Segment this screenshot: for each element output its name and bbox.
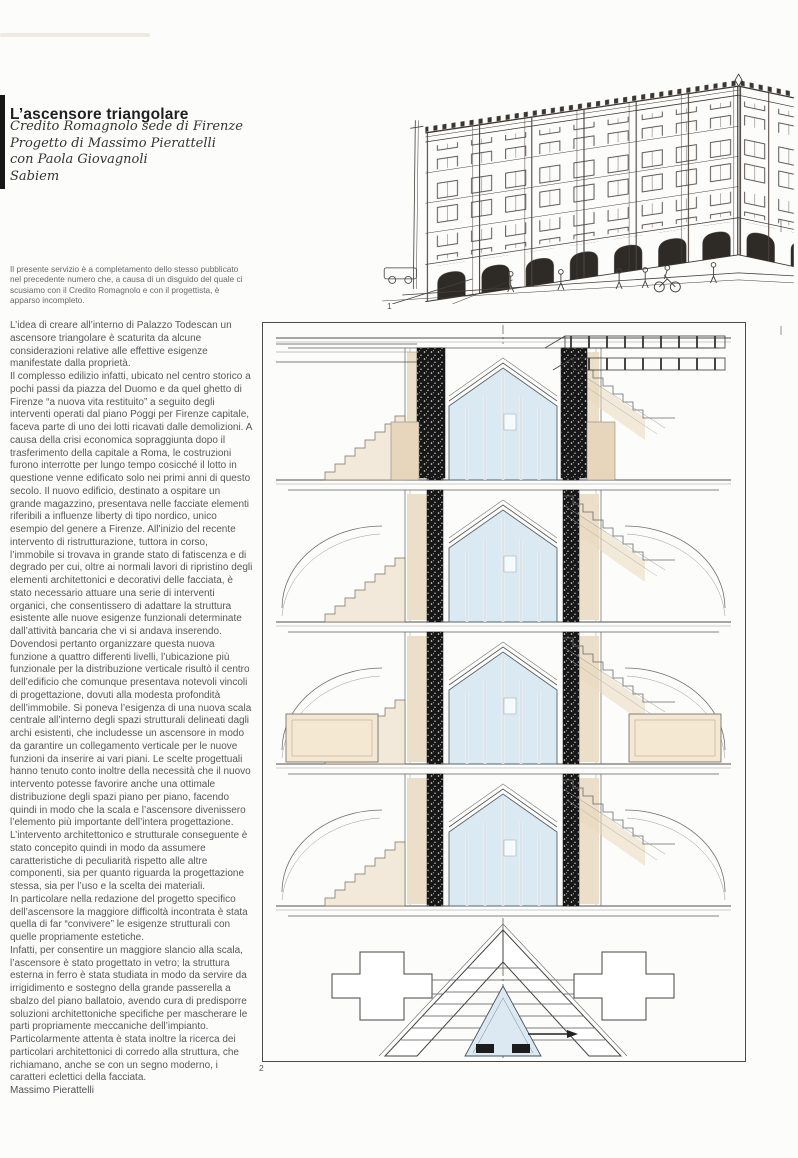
margin-black-bar (0, 95, 5, 189)
paragraph: L’intervento architettonico e strutturale conseguente è stato concepito quindi in modo da assumere caratteristiche di peculiarità rispetto alle altre componenti, sia per quanto riguarda la progettazione stessa, sia per l’uso e la scelta dei materiali. (10, 830, 248, 892)
page-title: L’ascensore triangolare (10, 106, 189, 124)
scan-artifact (780, 326, 782, 335)
editor-note: Il presente servizio è a completamento dello stesso pubblicato nel precedente numero che, a causa di un disguido del quale ci scusiamo con il Credito Romagnolo e con il progettista, è apparso incompleto. (10, 264, 243, 306)
figure-2-label: 2 (259, 1063, 264, 1073)
paragraph: L’idea di creare all’interno di Palazzo Todescan un ascensore triangolare è scaturita da alcune considerazioni relative alle effettive esigenze manifestate dalla proprietà. (10, 320, 232, 370)
building-illustration (382, 48, 794, 304)
figure-1-label: 1 (387, 301, 392, 311)
paragraph: Il complesso edilizio infatti, ubicato nel centro storico a pochi passi da piazza del Duomo e da quel ghetto di Firenze “a nuova vita restituito” a seguito degli interventi operati dal piano Poggi per Firenze capitale, faceva parte di uno dei lotti ricavati dalle demolizioni. A causa della crisi economica sopraggiunta dopo il trasferimento della capitale a Roma, le costruzioni furono interrotte per lungo tempo cosicché il lotto in questione venne edificato solo nei primi anni di questo secolo. Il nuovo edificio, destinato a ospitare un grande magazzino, presentava nelle facciate elementi riferibili a influenze liberty di tipo nordico, unico esempio del genere a Firenze. All’inizio del recente intervento di ristrutturazione, tuttora in corso, l’immobile si trovava in grande stato di fatiscenza e di degrado per cui, oltre ai normali lavori di ripristino degli elementi architettonici e decorativi delle facciata, è stato necessario attuare una serie di interventi organici, che consentissero di adattare la struttura esistente alle nuove esigenze funzionali determinate dall’attività bancaria che vi si andava inserendo. Dovendosi pertanto organizzare questa nuova funzione a quattro differenti livelli, l’ubicazione più funzionale per la distribuzione verticale risultò il centro dell’edificio che comunque presentava notevoli vincoli di progettazione, dovuti alla modesta profondità dell’immobile. Si poneva l’esigenza di una nuova scala centrale all’interno degli spazi strutturali delineati dagli archi esistenti, che includesse un ascensore in modo da garantire un collegamento verticale per le nuove funzioni da inserire ai vari piani. Le scelte progettuali hanno tenuto conto inoltre della necessità che il nuovo intervento potesse favorire anche una ottimale distribuzione degli spazi piano per piano, facendo quindi in modo che la scala e l’ascensore divenissero l’elemento più importante dell’intera progettazione. (10, 371, 253, 829)
subtitle-line: con Paola Giovagnoli (10, 152, 148, 167)
subtitle-line: Sabiem (10, 168, 60, 184)
subtitle-line: Progetto di Massimo Pierattelli (10, 135, 216, 151)
subtitle-line: Credito Romagnolo sede di Firenze (10, 119, 243, 134)
author-signature: Massimo Pierattelli (10, 1085, 94, 1096)
paragraph: Infatti, per consentire un maggiore slancio alla scala, l’ascensore è stato progettato in vetro; la struttura esterna in ferro è stata studiata in modo da servire da irrigidimento e sostegno della grande passerella a sbalzo del piano ballatoio, avendo cura di predisporre soluzioni architettoniche specifiche per mascherare le parti propriamente meccaniche dell’impianto. (10, 944, 248, 1033)
paragraph: Particolarmente attenta è stata inoltre la ricerca dei particolari architettonici di corredo alla struttura, che richiamano, anche se con un segno moderno, i caratteri eclettici della facciata. (10, 1034, 239, 1084)
scan-smudge (0, 33, 150, 37)
article-body (10, 320, 254, 1098)
paragraph: In particolare nella redazione del progetto specifico dell’ascensore la maggiore difficoltà incontrata è stata quella di far “convivere” le esigenze strutturali con quelle propriamente estetiche. (10, 893, 248, 943)
article-subtitle (10, 119, 260, 185)
section-drawing-figure (262, 322, 746, 1062)
